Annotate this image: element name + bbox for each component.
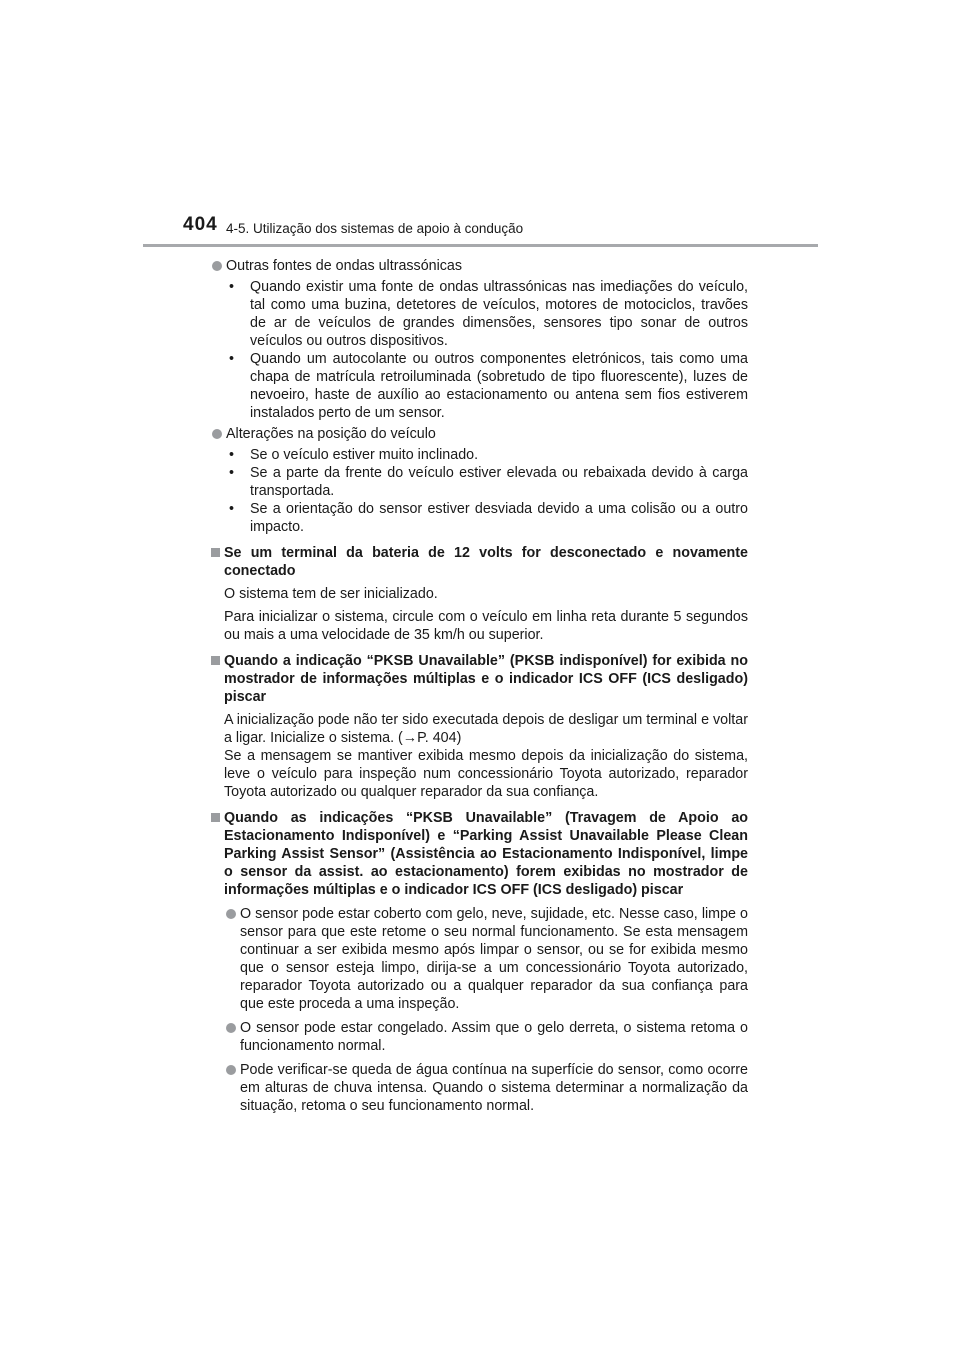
list-item: • Quando existir uma fonte de ondas ultrassónicas nas imediações do veículo, tal como uma buzina, detetores de veículos, motores de motociclos, travões de ar de veículos de grandes dimensões, sensores tipo sonar de outros veículos ou outros dispositivos. (226, 278, 748, 350)
bullet-vehicle-position (210, 425, 748, 443)
list-item: • Se o veículo estiver muito inclinado. (226, 446, 748, 464)
paragraph: Se a mensagem se mantiver exibida mesmo depois da inicialização do sistema, leve o veículo para inspeção num concessionário Toyota autorizado, reparador Toyota autorizado ou qualquer reparador da sua confiança. (224, 748, 748, 800)
section-battery (210, 544, 748, 644)
section-parking-assist-unavailable (210, 809, 748, 1115)
page-number: 404 (183, 214, 218, 235)
paragraph: Para inicializar o sistema, circule com o veículo em linha reta durante 5 segundos ou mais a uma velocidade de 35 km/h ou superior. (224, 609, 748, 643)
page-header (183, 214, 823, 248)
dot-item: O sensor pode estar coberto com gelo, neve, sujidade, etc. Nesse caso, limpe o sensor para que este retome o seu normal funcionamento. Se esta mensagem continuar a ser exibida mesmo após limpar o sensor, ou se for exibida mesmo que o sensor esteja limpo, dirija-se a um concessionário Toyota autorizado, reparador Toyota autorizado ou a qualquer reparador da sua confiança para que este proceda a uma inspeção. (224, 905, 748, 1013)
list-item: • Se a parte da frente do veículo estiver elevada ou rebaixada devido à carga transportada. (226, 464, 748, 500)
bullet-label: Outras fontes de ondas ultrassónicas (226, 258, 463, 274)
section-title: Quando a indicação “PKSB Unavailable” (PKSB indisponível) for exibida no mostrador de informações múltiplas e o indicador ICS OFF (ICS desligado) piscar (210, 652, 748, 706)
section-title: Se um terminal da bateria de 12 volts for desconectado e novamente conectado (210, 544, 748, 580)
bullet-ultrasonic-sources (210, 257, 748, 275)
paragraph: O sistema tem de ser inicializado. (224, 586, 438, 602)
dot-item: Pode verificar-se queda de água contínua na superfície do sensor, como ocorre em alturas de chuva intensa. Quando o sistema determinar a normalização da situação, retoma o seu funcionamento normal. (224, 1061, 748, 1115)
sub-list-ultrasonic (226, 278, 748, 422)
dot-item: O sensor pode estar congelado. Assim que o gelo derreta, o sistema retoma o funcionamento normal. (224, 1019, 748, 1055)
sub-list-position (226, 446, 748, 536)
section-pksb-unavailable (210, 652, 748, 801)
bullet-label: Alterações na posição do veículo (226, 426, 436, 442)
section-title: Quando as indicações “PKSB Unavailable” (Travagem de Apoio ao Estacionamento Indisponível) e “Parking Assist Unavailable Please Clean Parking Assist Sensor” (Assistência ao Estacionamento Indisponível, limpe o sensor da assist. ao estacionamento) forem exibidas no mostrador de informações múltiplas e o indicador ICS OFF (ICS desligado) piscar (210, 809, 748, 899)
list-item: • Se a orientação do sensor estiver desviada devido a uma colisão ou a outro impacto. (226, 500, 748, 536)
header-rule (143, 244, 818, 247)
chapter-title: 4-5. Utilização dos sistemas de apoio à condução (226, 221, 524, 236)
list-item: • Quando um autocolante ou outros componentes eletrónicos, tais como uma chapa de matrícula retroiluminada (sobretudo de tipo fluorescente), luzes de nevoeiro, haste de auxílio ao estacionamento ou antena sem fios estiverem instalados perto de um sensor. (226, 350, 748, 422)
page-content (210, 254, 748, 1115)
paragraph: A inicialização pode não ter sido executada depois de desligar um terminal e voltar a ligar. Inicialize o sistema. (→P. 404) (224, 712, 748, 746)
